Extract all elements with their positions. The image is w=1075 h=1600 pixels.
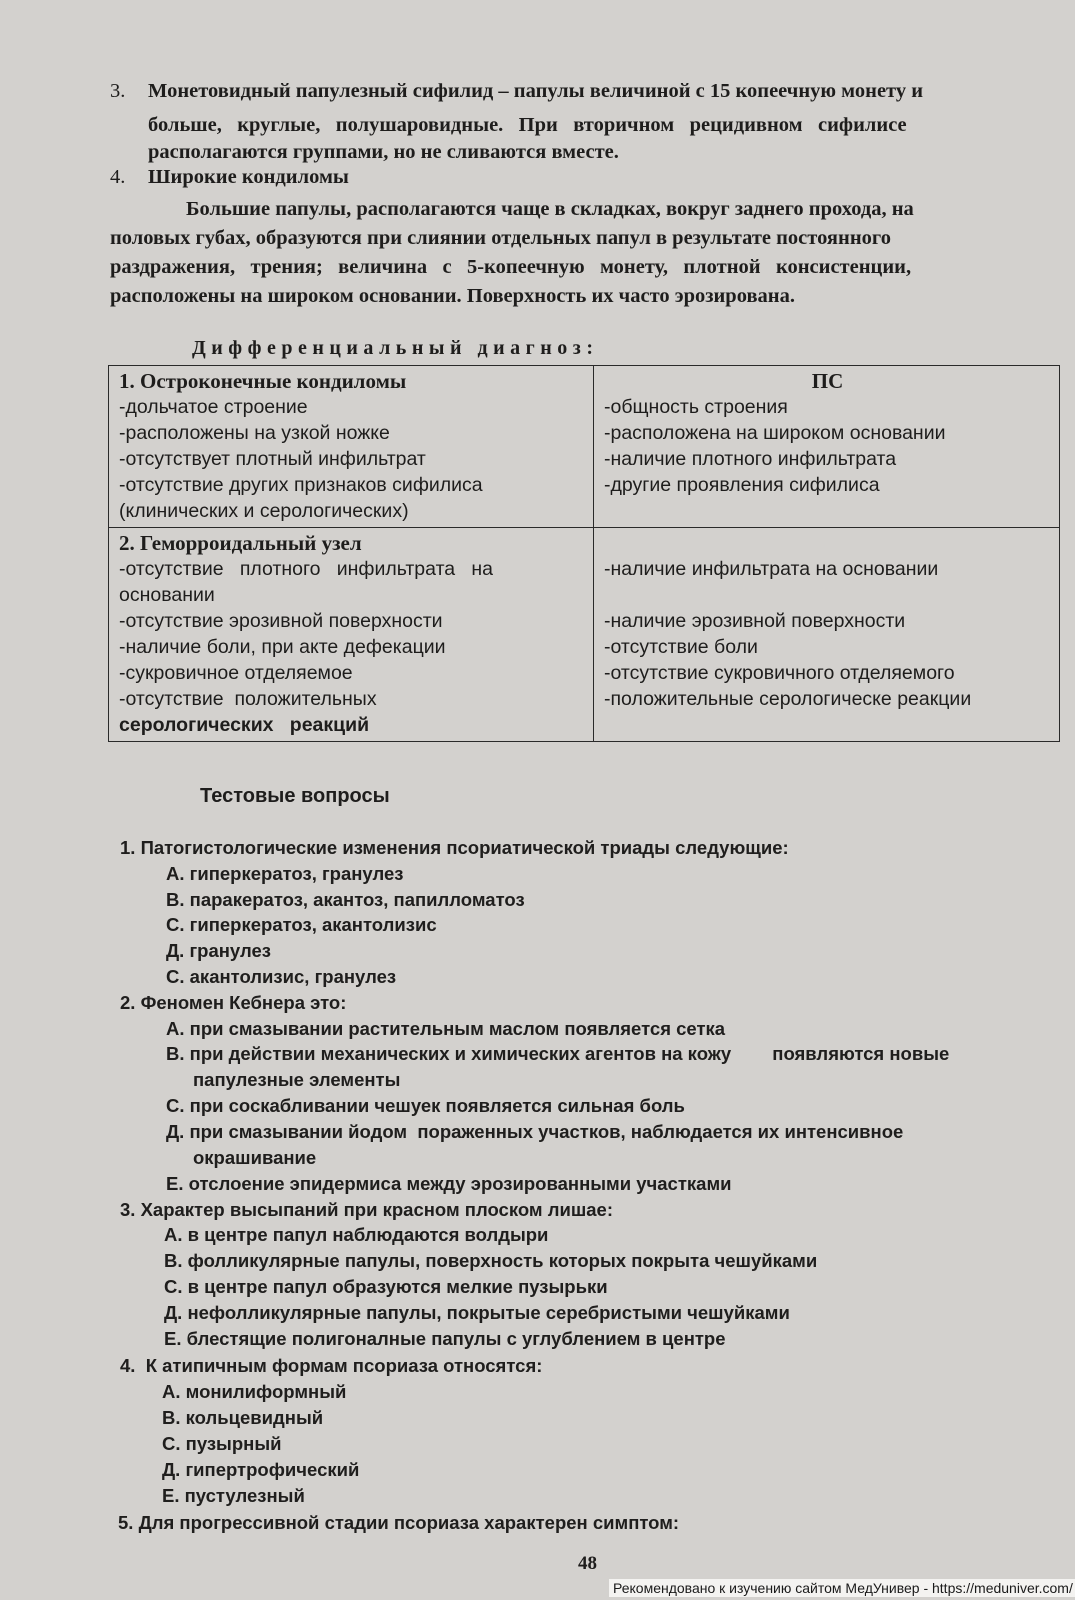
question-3-option-d: Д. нефолликулярные папулы, покрытые серебристыми чешуйками (164, 1302, 790, 1323)
row-2-right-1: -наличие инфильтрата на основании (604, 558, 939, 580)
row-2-heading: 2. Геморроидальный узел (119, 531, 362, 555)
row-1-left-4: -отсутствие других признаков сифилиса (119, 474, 483, 496)
row-2-left-1: -отсутствие плотного инфильтрата на (119, 558, 493, 580)
ps-header: ПС (811, 369, 844, 393)
table-cell-condylomata-right (594, 366, 1060, 528)
question-4-option-b: В. кольцевидный (162, 1407, 324, 1428)
question-1-option-d: Д. гранулез (166, 940, 271, 961)
row-2-right-4: -отсутствие сукровичного отделяемого (604, 662, 955, 684)
question-1: 1. Патогистологические изменения псориатической триады следующие: (120, 837, 789, 858)
row-1-right-2: -расположена на широком основании (604, 422, 946, 444)
question-3-option-b: В. фолликулярные папулы, поверхность которых покрыта чешуйками (164, 1250, 818, 1271)
row-2-left-3: -отсутствие эрозивной поверхности (119, 610, 443, 632)
row-1-left-3: -отсутствует плотный инфильтрат (119, 448, 426, 470)
question-3-option-e: Е. блестящие полигоналные папулы с углублением в центре (164, 1328, 726, 1349)
question-4-option-c: С. пузырный (162, 1433, 282, 1454)
question-4: 4. К атипичным формам псориаза относятся: (120, 1355, 543, 1376)
paragraph-line-1: Большие папулы, располагаются чаще в складках, вокруг заднего прохода, на (186, 198, 914, 220)
item-3-line-3: располагаются группами, но не сливаются вместе. (148, 141, 619, 163)
question-2-option-b-cont: папулезные элементы (193, 1069, 401, 1090)
question-3-option-a: А. в центре папул наблюдаются волдыри (164, 1224, 549, 1245)
row-1-right-1: -общность строения (604, 396, 788, 418)
site-footer-text: Рекомендовано к изучению сайтом МедУнивер - https://meduniver.com/ (609, 1579, 1075, 1597)
paragraph-line-3: раздражения, трения; величина с 5-копеечную монету, плотной консистенции, (110, 256, 912, 278)
tests-title: Тестовые вопросы (200, 785, 390, 807)
question-2: 2. Феномен Кебнера это: (120, 992, 347, 1013)
row-2-right-3: -отсутствие боли (604, 636, 758, 658)
row-2-left-2: основании (119, 584, 215, 606)
question-2-option-a: А. при смазывании растительным маслом появляется сетка (166, 1018, 726, 1039)
item-4-number: 4. (110, 166, 126, 188)
row-1-right-3: -наличие плотного инфильтрата (604, 448, 897, 470)
question-1-option-c: С. гиперкератоз, акантолизис (166, 914, 437, 935)
paragraph-line-2: половых губах, образуются при слиянии отдельных папул в результате постоянного (110, 227, 891, 249)
row-1-heading: 1. Остроконечные кондиломы (119, 369, 407, 393)
question-2-option-d: Д. при смазывании йодом пораженных участков, наблюдается их интенсивное (166, 1121, 904, 1142)
question-4-option-a: А. монилиформный (162, 1381, 347, 1402)
item-4 (110, 164, 349, 191)
item-3-line-1: Монетовидный папулезный сифилид – папулы величиной с 15 копеечную монету и (148, 80, 924, 102)
question-5: 5. Для прогрессивной стадии псориаза характерен симптом: (118, 1512, 680, 1533)
row-2-left-6: -отсутствие положительных (119, 688, 377, 710)
question-2-option-c: С. при соскабливании чешуек появляется сильная боль (166, 1095, 685, 1116)
question-4-option-e: Е. пустулезный (162, 1485, 305, 1506)
question-1-option-a: А. гиперкератоз, гранулез (166, 863, 404, 884)
item-4-title: Широкие кондиломы (148, 166, 349, 188)
row-1-left-2: -расположены на узкой ножке (119, 422, 390, 444)
row-2-left-7: серологических реакций (119, 714, 370, 736)
table-row (109, 366, 1060, 528)
page-number: 48 (578, 1553, 597, 1574)
question-2-option-b: В. при действии механических и химических агентов на кожу появляются новые (166, 1043, 950, 1064)
item-3-number: 3. (110, 80, 126, 102)
question-2-option-e: Е. отслоение эпидермиса между эрозированными участками (166, 1173, 732, 1194)
diff-diagnosis-table (108, 365, 1060, 742)
item-3 (110, 78, 923, 105)
table-cell-hemorrhoid-right (594, 528, 1060, 742)
table-cell-hemorrhoid-left (109, 528, 594, 742)
question-3-option-c: С. в центре папул образуются мелкие пузырьки (164, 1276, 608, 1297)
item-3-line-2: больше, круглые, полушаровидные. При вторичном рецидивном сифилисе (148, 114, 907, 136)
row-2-left-5: -сукровичное отделяемое (119, 662, 353, 684)
row-1-right-4: -другие проявления сифилиса (604, 474, 880, 496)
question-1-option-e: С. акантолизис, гранулез (166, 966, 397, 987)
row-1-left-1: -дольчатое строение (119, 396, 308, 418)
question-1-option-b: В. паракератоз, акантоз, папилломатоз (166, 889, 525, 910)
row-2-right-5: -положительные серологическе реакции (604, 688, 972, 710)
diff-diagnosis-title: Дифференциальный диагноз: (192, 337, 599, 359)
table-cell-condylomata-left (109, 366, 594, 528)
table-row (109, 528, 1060, 742)
question-2-option-d-cont: окрашивание (193, 1147, 317, 1168)
question-3: 3. Характер высыпаний при красном плоском лишае: (120, 1199, 614, 1220)
row-2-right-2: -наличие эрозивной поверхности (604, 610, 906, 632)
paragraph-line-4: расположены на широком основании. Поверхность их часто эрозирована. (110, 285, 795, 307)
question-4-option-d: Д. гипертрофический (162, 1459, 360, 1480)
row-2-left-4: -наличие боли, при акте дефекации (119, 636, 446, 658)
row-1-left-5: (клинических и серологических) (119, 500, 409, 522)
